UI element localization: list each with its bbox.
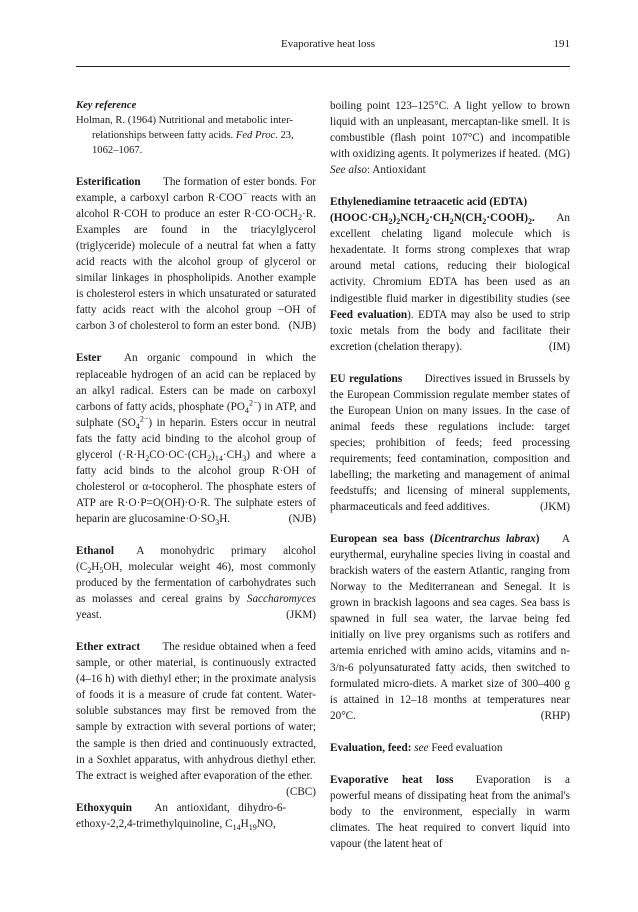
entry-ethoxyquin-continued: boiling point 123–125°C. A light yellow to brown liquid with an unpleasant, mercaptan-like smell. It is combustible (flash point 107°C) and incompatible with oxidizing agents. It polymerizes if heated. (MG) See also: Antioxidant — [330, 98, 570, 178]
see-also: See also: Antioxidant — [330, 164, 426, 177]
entry-heading: Ethanol — [76, 544, 114, 557]
entry-esterification: Esterification The formation of ester bonds. For example, a carboxyl carbon R·COO− reacts with an alcohol R·COH to produce an ester $R\cdot CO\cdot OCH_2\cdot R$. Examples are found in the triacylglycerol (triglyceride) molecule of a neutral fat when a fatty acid reacts with the alcohol group of glycerol or similar linkages in phospholipids. Another example is cholesterol esters in which unsaturated or saturated fatty acids react with the alcohol group −OH of carbon 3 of cholesterol to form an ester bond. (NJB) — [76, 174, 316, 334]
entry-heading: Evaluation, feed: — [330, 741, 412, 754]
key-reference-heading: Key reference — [76, 100, 137, 111]
author-initials: (IM) — [548, 340, 570, 353]
author-initials: (NJB) — [288, 320, 316, 333]
entry-ester: Ester An organic compound in which the replaceable hydrogen of an acid can be replaced by an alkyl radical. Esters can be made on carboxyl carbons of fatty acids, phosphate $(PO_4^{2-})$ in ATP, and sulphate $(SO_4^{2-})$ in heparin. Esters occur in neutral fats the fatty acid binding to the alcohol group of glycerol $(\cdot R\cdot H_2CO\cdot OC\cdot(CH_2)_{14}\cdot CH_3)$ and where a fatty acid binds to the alcohol group R·OH of cholesterol or α-tocopherol. The phosphate esters of ATP are R·O·P=O(OH)·O·R. The sulphate esters of heparin are $glucosamine\cdot O\cdot SO_3H$. (NJB) — [76, 352, 317, 528]
entry-ethanol: Ethanol A monohydric primary alcohol ($C_2H_5OH$, molecular weight 46), most commonly produced by the fermentation of carbohydrates such as molasses and cereal grains by Saccharomyces yeast. (JKM) — [76, 543, 316, 623]
entry-ethoxyquin: Ethoxyquin An antioxidant, dihydro-6-ethoxy-2,2,4-trimethylquinoline, $C_{14}H_{19}NO$, — [76, 801, 287, 832]
author-initials: (JKM) — [540, 501, 570, 514]
running-title: Evaporative heat loss — [281, 38, 376, 50]
entry-heading: Ether extract — [76, 641, 141, 654]
entry-eu-regulations: EU regulations Directives issued in Brussels by the European Commission regulate member states of the European Union on many issues. In the case of animal feeds these regulations include: target species; prohibition of feeds; feed processing requirements; feed contamination, composition and labelling; the marketing and management of animal feedstuffs; and licensing of mineral supplements, pharmaceuticals and feed additives. (JKM) — [330, 371, 570, 515]
entry-evaluation-feed: Evaluation, feed: see Feed evaluation — [330, 741, 503, 754]
left-column — [76, 98, 316, 848]
author-initials: (JKM) — [286, 609, 316, 622]
entry-ether-extract: Ether extract The residue obtained when a feed sample, or other material, is continuously extracted (4–16 h) with diethyl ether; in the proximate analysis of foods it is a measure of crude fat content. Water-soluble substances may first be removed from the sample by extraction with several portions of water; the sample is then dried and continuously extracted, in a Soxhlet apparatus, with anhydrous diethyl ether. The extract is weighed after evaporation of the ether. (CBC) — [76, 639, 316, 783]
entry-heading: Esterification — [76, 176, 141, 188]
feed-evaluation-link[interactable]: Feed evaluation — [428, 741, 503, 754]
see-feed-evaluation-link[interactable]: Feed evaluation — [330, 308, 408, 321]
entry-heading: Ethoxyquin — [76, 801, 132, 814]
entry-heading: Evaporative heat loss — [330, 773, 454, 786]
entry-heading: EU regulations — [330, 372, 403, 385]
edta-formula: $(HOOC\cdot CH_2)_2NCH_2\cdot CH_2N(CH_2\cdot COOH)_2$. — [330, 212, 535, 227]
entry-heading: European sea bass (Dicentrarchus labrax) — [330, 533, 540, 546]
header-rule — [76, 66, 570, 67]
entry-evaporative-heat-loss: Evaporative heat loss Evaporation is a powerful means of dissipating heat from the animal's body to the environment, especially in warm climates. The heat required to convert liquid into vapour (the latent heat of — [330, 773, 570, 850]
right-column — [330, 98, 570, 868]
entry-edta: Ethylenediamine tetraacetic acid (EDTA) $(HOOC\cdot CH_2)_2NCH_2\cdot CH_2N(CH_2\cdot COOH)_2$. An excellent chelating ligand molecule which is hexadentate. It forms strong complexes that wrap around metal cations, reducing their biological activity. Chromium EDTA has been used as an indigestible fluid marker in digestibility studies (see Feed evaluation). EDTA may also be used to strip toxic metals from the body and facilitate their excretion (chelation therapy). (IM) — [330, 194, 570, 354]
entry-european-sea-bass: European sea bass (Dicentrarchus labrax) A eurythermal, euryhaline species living in coastal and brackish waters of the eastern Atlantic, ranging from Norway to the Mediterranean and Senegal. It is grown in brackish lagoons and sea cages. Sea bass is spawned in full sea water, the larvae being fed initially on live prey organisms such as rotifers and artemia enriched with amino acids, vitamins and n-3/n-6 polyunsaturated fatty acids, then switched to formulated micro-diets. A market size of 300–400 g is attained in 12–18 months at temperatures near 20°C. (RHP) — [330, 531, 570, 724]
key-reference-citation: Holman, R. (1964) Nutritional and metabolic inter-relationships between fatty acids. Fed Proc. 23, 1062–1067. — [76, 115, 294, 156]
author-initials: (NJB) — [288, 512, 316, 525]
see-also-link[interactable]: : Antioxidant — [366, 164, 426, 177]
author-initials: (RHP) — [540, 709, 570, 722]
key-reference — [76, 98, 316, 158]
author-initials: (CBC) — [286, 785, 316, 798]
author-initials: (MG) — [544, 148, 570, 161]
entry-heading: Ethylenediamine tetraacetic acid (EDTA) — [330, 196, 528, 209]
page-number: 191 — [553, 38, 570, 50]
entry-heading: Ester — [76, 352, 102, 365]
